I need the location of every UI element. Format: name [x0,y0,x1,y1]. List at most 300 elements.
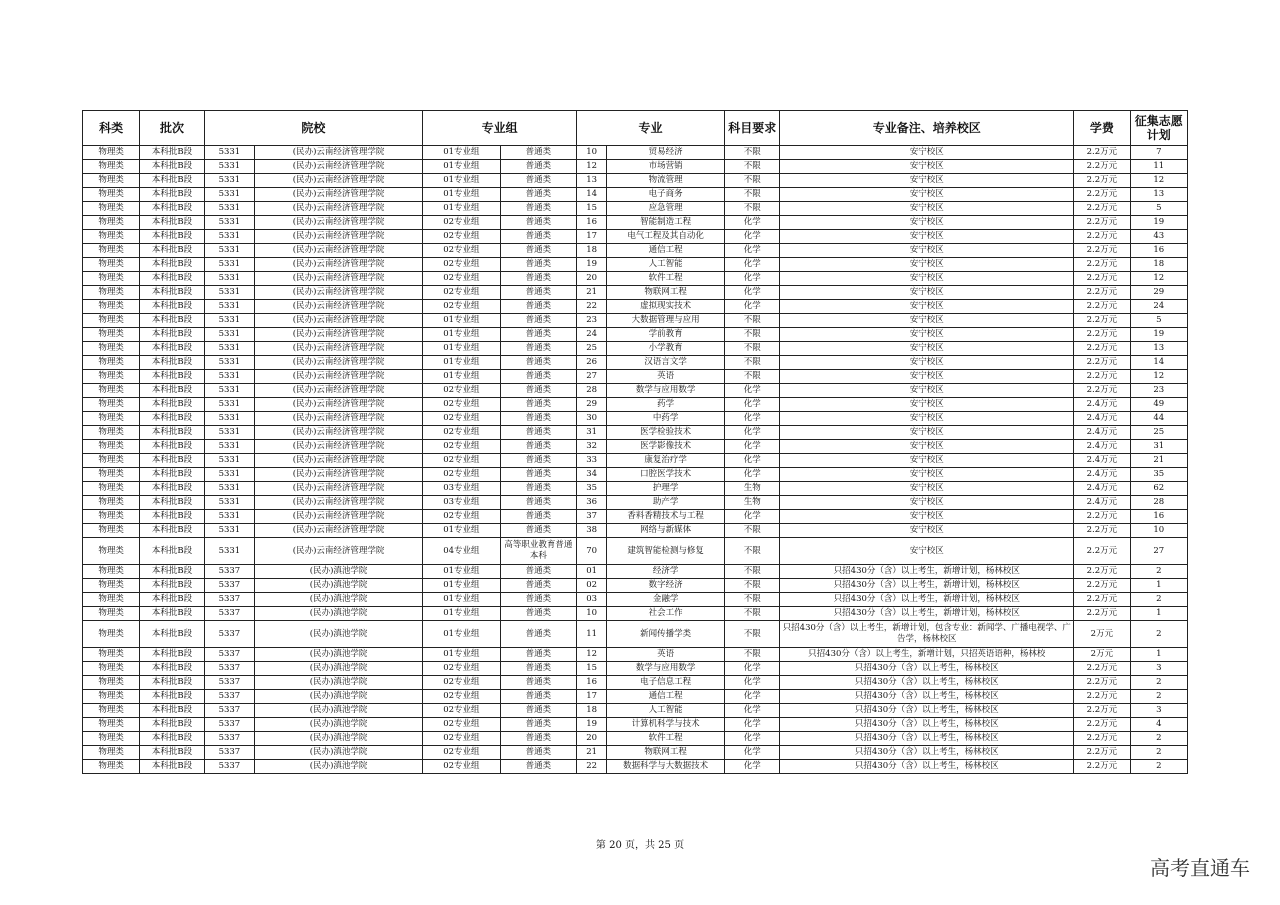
table-row [83,384,1188,398]
cell-plan: 13 [1130,342,1187,356]
cell-major-code: 03 [577,593,607,607]
cell-batch: 本科批B段 [140,593,204,607]
cell-school-code: 5331 [204,370,254,384]
cell-major-name: 康复治疗学 [607,454,725,468]
cell-notes-campus: 只招430分（含）以上考生，新增计划，包含专业：新闻学、广播电视学、广告学，杨林校区 [780,621,1074,648]
cell-subject-requirement: 不限 [725,370,780,384]
cell-notes-campus: 只招430分（含）以上考生，新增计划，只招英语语种，杨林校 [780,648,1074,662]
cell-subject-requirement: 化学 [725,244,780,258]
cell-category: 物理类 [83,398,140,412]
cell-group-type: 普通类 [500,426,576,440]
cell-group: 02专业组 [423,746,500,760]
cell-tuition: 2.4万元 [1074,468,1130,482]
cell-group-type: 普通类 [500,286,576,300]
cell-school-code: 5337 [204,718,254,732]
cell-school-name: (民办)滇池学院 [255,718,423,732]
cell-group-type: 普通类 [500,230,576,244]
cell-plan: 5 [1130,314,1187,328]
cell-major-name: 小学教育 [607,342,725,356]
cell-major-name: 应急管理 [607,202,725,216]
cell-school-code: 5331 [204,174,254,188]
cell-batch: 本科批B段 [140,188,204,202]
cell-plan: 31 [1130,440,1187,454]
cell-group-type: 普通类 [500,732,576,746]
cell-group-type: 普通类 [500,258,576,272]
cell-school-name: (民办)滇池学院 [255,621,423,648]
cell-tuition: 2.4万元 [1074,426,1130,440]
cell-batch: 本科批B段 [140,356,204,370]
cell-batch: 本科批B段 [140,314,204,328]
cell-category: 物理类 [83,621,140,648]
cell-major-code: 19 [577,718,607,732]
cell-batch: 本科批B段 [140,426,204,440]
cell-subject-requirement: 不限 [725,593,780,607]
cell-school-name: (民办)云南经济管理学院 [255,384,423,398]
cell-school-name: (民办)云南经济管理学院 [255,398,423,412]
cell-category: 物理类 [83,174,140,188]
cell-notes-campus: 安宁校区 [780,272,1074,286]
cell-subject-requirement: 不限 [725,314,780,328]
cell-group-type: 普通类 [500,356,576,370]
cell-major-name: 人工智能 [607,704,725,718]
cell-notes-campus: 安宁校区 [780,216,1074,230]
cell-tuition: 2.2万元 [1074,760,1130,774]
cell-category: 物理类 [83,426,140,440]
cell-group-type: 普通类 [500,579,576,593]
cell-plan: 16 [1130,510,1187,524]
cell-plan: 16 [1130,244,1187,258]
cell-school-name: (民办)滇池学院 [255,704,423,718]
table-row [83,593,1188,607]
cell-major-code: 15 [577,202,607,216]
cell-group-type: 普通类 [500,510,576,524]
cell-group: 02专业组 [423,732,500,746]
cell-notes-campus: 安宁校区 [780,468,1074,482]
cell-major-name: 医学检验技术 [607,426,725,440]
cell-group-type: 普通类 [500,160,576,174]
cell-group: 01专业组 [423,593,500,607]
cell-group-type: 普通类 [500,621,576,648]
cell-group: 01专业组 [423,370,500,384]
cell-category: 物理类 [83,216,140,230]
cell-plan: 1 [1130,579,1187,593]
cell-school-code: 5337 [204,746,254,760]
cell-major-code: 23 [577,314,607,328]
cell-batch: 本科批B段 [140,216,204,230]
cell-school-name: (民办)云南经济管理学院 [255,300,423,314]
cell-school-name: (民办)滇池学院 [255,676,423,690]
cell-notes-campus: 只招430分（含）以上考生，杨林校区 [780,690,1074,704]
cell-notes-campus: 安宁校区 [780,398,1074,412]
table-row [83,146,1188,160]
cell-major-name: 电气工程及其自动化 [607,230,725,244]
enrollment-table [82,110,1188,774]
table-row [83,746,1188,760]
cell-batch: 本科批B段 [140,230,204,244]
cell-school-code: 5331 [204,216,254,230]
cell-notes-campus: 安宁校区 [780,510,1074,524]
cell-subject-requirement: 不限 [725,174,780,188]
cell-category: 物理类 [83,524,140,538]
table-row [83,174,1188,188]
cell-group-type: 普通类 [500,202,576,216]
cell-category: 物理类 [83,370,140,384]
cell-batch: 本科批B段 [140,760,204,774]
cell-tuition: 2.2万元 [1074,314,1130,328]
cell-group-type: 普通类 [500,314,576,328]
cell-category: 物理类 [83,286,140,300]
cell-batch: 本科批B段 [140,579,204,593]
cell-subject-requirement: 不限 [725,524,780,538]
cell-group-type: 普通类 [500,760,576,774]
table-row [83,704,1188,718]
table-row [83,244,1188,258]
cell-tuition: 2.2万元 [1074,174,1130,188]
cell-group: 01专业组 [423,648,500,662]
cell-major-code: 25 [577,342,607,356]
cell-batch: 本科批B段 [140,565,204,579]
cell-school-code: 5331 [204,538,254,565]
cell-tuition: 2.2万元 [1074,510,1130,524]
cell-tuition: 2.2万元 [1074,300,1130,314]
cell-batch: 本科批B段 [140,328,204,342]
cell-subject-requirement: 化学 [725,468,780,482]
cell-category: 物理类 [83,510,140,524]
cell-school-name: (民办)滇池学院 [255,690,423,704]
cell-subject-requirement: 化学 [725,704,780,718]
cell-tuition: 2万元 [1074,621,1130,648]
cell-major-name: 物联网工程 [607,286,725,300]
cell-group: 02专业组 [423,398,500,412]
cell-major-name: 电子信息工程 [607,676,725,690]
cell-school-name: (民办)云南经济管理学院 [255,160,423,174]
cell-school-code: 5331 [204,454,254,468]
cell-plan: 12 [1130,370,1187,384]
cell-school-name: (民办)滇池学院 [255,662,423,676]
cell-batch: 本科批B段 [140,258,204,272]
cell-major-name: 助产学 [607,496,725,510]
cell-major-code: 12 [577,648,607,662]
cell-subject-requirement: 生物 [725,482,780,496]
cell-category: 物理类 [83,676,140,690]
cell-school-name: (民办)滇池学院 [255,565,423,579]
cell-major-name: 口腔医学技术 [607,468,725,482]
table-row [83,440,1188,454]
cell-subject-requirement: 化学 [725,760,780,774]
cell-school-name: (民办)云南经济管理学院 [255,468,423,482]
cell-tuition: 2.4万元 [1074,412,1130,426]
cell-school-code: 5337 [204,648,254,662]
cell-category: 物理类 [83,412,140,426]
cell-major-code: 29 [577,398,607,412]
cell-subject-requirement: 化学 [725,454,780,468]
cell-category: 物理类 [83,538,140,565]
table-row [83,760,1188,774]
cell-group: 04专业组 [423,538,500,565]
cell-category: 物理类 [83,314,140,328]
table-row [83,160,1188,174]
cell-plan: 2 [1130,565,1187,579]
cell-school-code: 5331 [204,300,254,314]
table-row [83,202,1188,216]
cell-batch: 本科批B段 [140,272,204,286]
cell-major-code: 24 [577,328,607,342]
cell-major-name: 人工智能 [607,258,725,272]
cell-batch: 本科批B段 [140,384,204,398]
cell-subject-requirement: 化学 [725,426,780,440]
cell-major-name: 物联网工程 [607,746,725,760]
cell-plan: 2 [1130,593,1187,607]
cell-notes-campus: 安宁校区 [780,202,1074,216]
cell-plan: 23 [1130,384,1187,398]
cell-group-type: 普通类 [500,412,576,426]
table-row [83,272,1188,286]
cell-school-name: (民办)云南经济管理学院 [255,538,423,565]
cell-subject-requirement: 不限 [725,538,780,565]
cell-tuition: 2.2万元 [1074,146,1130,160]
cell-tuition: 2.2万元 [1074,342,1130,356]
cell-school-code: 5331 [204,426,254,440]
table-row [83,482,1188,496]
cell-school-name: (民办)滇池学院 [255,579,423,593]
table-row [83,328,1188,342]
cell-tuition: 2.2万元 [1074,704,1130,718]
cell-plan: 44 [1130,412,1187,426]
cell-group-type: 普通类 [500,454,576,468]
cell-plan: 24 [1130,300,1187,314]
cell-batch: 本科批B段 [140,732,204,746]
cell-major-code: 31 [577,426,607,440]
table-row [83,676,1188,690]
cell-major-code: 02 [577,579,607,593]
cell-subject-requirement: 化学 [725,258,780,272]
cell-school-code: 5331 [204,398,254,412]
cell-major-name: 大数据管理与应用 [607,314,725,328]
cell-school-name: (民办)云南经济管理学院 [255,258,423,272]
cell-group: 02专业组 [423,230,500,244]
cell-school-name: (民办)云南经济管理学院 [255,482,423,496]
header-group: 专业组 [423,111,577,146]
cell-category: 物理类 [83,160,140,174]
cell-plan: 25 [1130,426,1187,440]
cell-group-type: 普通类 [500,216,576,230]
cell-notes-campus: 只招430分（含）以上考生，新增计划，杨林校区 [780,565,1074,579]
cell-major-code: 19 [577,258,607,272]
cell-major-name: 智能制造工程 [607,216,725,230]
table-row [83,524,1188,538]
cell-group-type: 普通类 [500,300,576,314]
cell-plan: 3 [1130,662,1187,676]
cell-major-name: 计算机科学与技术 [607,718,725,732]
cell-group: 01专业组 [423,160,500,174]
cell-group: 02专业组 [423,704,500,718]
cell-batch: 本科批B段 [140,648,204,662]
cell-subject-requirement: 不限 [725,621,780,648]
cell-group: 02专业组 [423,454,500,468]
cell-subject-requirement: 化学 [725,216,780,230]
cell-notes-campus: 只招430分（含）以上考生，杨林校区 [780,732,1074,746]
cell-plan: 12 [1130,174,1187,188]
cell-notes-campus: 安宁校区 [780,258,1074,272]
cell-category: 物理类 [83,718,140,732]
cell-school-code: 5337 [204,676,254,690]
cell-major-name: 贸易经济 [607,146,725,160]
cell-major-code: 36 [577,496,607,510]
cell-batch: 本科批B段 [140,244,204,258]
cell-category: 物理类 [83,704,140,718]
cell-group-type: 普通类 [500,440,576,454]
cell-major-name: 软件工程 [607,732,725,746]
cell-school-code: 5331 [204,244,254,258]
cell-group-type: 普通类 [500,496,576,510]
cell-major-name: 新闻传播学类 [607,621,725,648]
cell-group: 03专业组 [423,482,500,496]
cell-tuition: 2.2万元 [1074,746,1130,760]
cell-tuition: 2.2万元 [1074,607,1130,621]
cell-school-name: (民办)云南经济管理学院 [255,188,423,202]
cell-school-name: (民办)云南经济管理学院 [255,146,423,160]
cell-batch: 本科批B段 [140,607,204,621]
cell-category: 物理类 [83,482,140,496]
cell-tuition: 2万元 [1074,648,1130,662]
cell-tuition: 2.2万元 [1074,524,1130,538]
cell-subject-requirement: 化学 [725,676,780,690]
cell-plan: 12 [1130,272,1187,286]
cell-school-name: (民办)云南经济管理学院 [255,454,423,468]
cell-major-code: 18 [577,244,607,258]
cell-major-name: 英语 [607,648,725,662]
cell-major-name: 中药学 [607,412,725,426]
cell-group-type: 普通类 [500,662,576,676]
cell-category: 物理类 [83,468,140,482]
cell-subject-requirement: 化学 [725,746,780,760]
cell-subject-requirement: 化学 [725,300,780,314]
cell-plan: 29 [1130,286,1187,300]
cell-school-code: 5331 [204,412,254,426]
cell-category: 物理类 [83,607,140,621]
cell-group-type: 普通类 [500,704,576,718]
cell-batch: 本科批B段 [140,412,204,426]
cell-school-name: (民办)滇池学院 [255,760,423,774]
watermark: 高考直通车 [1150,856,1250,880]
cell-major-code: 37 [577,510,607,524]
cell-batch: 本科批B段 [140,398,204,412]
cell-category: 物理类 [83,565,140,579]
cell-tuition: 2.2万元 [1074,202,1130,216]
cell-plan: 2 [1130,760,1187,774]
cell-major-name: 金融学 [607,593,725,607]
cell-notes-campus: 安宁校区 [780,454,1074,468]
cell-school-code: 5331 [204,342,254,356]
cell-school-name: (民办)云南经济管理学院 [255,496,423,510]
cell-subject-requirement: 不限 [725,648,780,662]
cell-subject-requirement: 化学 [725,662,780,676]
cell-plan: 4 [1130,718,1187,732]
cell-school-code: 5337 [204,621,254,648]
cell-notes-campus: 安宁校区 [780,342,1074,356]
cell-plan: 2 [1130,690,1187,704]
cell-batch: 本科批B段 [140,690,204,704]
cell-category: 物理类 [83,662,140,676]
cell-school-code: 5331 [204,160,254,174]
cell-category: 物理类 [83,342,140,356]
cell-subject-requirement: 化学 [725,440,780,454]
cell-tuition: 2.4万元 [1074,440,1130,454]
cell-major-name: 药学 [607,398,725,412]
cell-category: 物理类 [83,300,140,314]
cell-major-name: 社会工作 [607,607,725,621]
cell-school-code: 5331 [204,384,254,398]
cell-school-code: 5337 [204,704,254,718]
cell-group-type: 普通类 [500,146,576,160]
cell-plan: 11 [1130,160,1187,174]
cell-group: 01专业组 [423,314,500,328]
table-row [83,662,1188,676]
cell-tuition: 2.2万元 [1074,718,1130,732]
cell-group: 03专业组 [423,496,500,510]
table-row [83,398,1188,412]
cell-plan: 5 [1130,202,1187,216]
cell-group: 02专业组 [423,690,500,704]
cell-school-name: (民办)滇池学院 [255,648,423,662]
cell-major-code: 22 [577,300,607,314]
table-row [83,579,1188,593]
header-batch: 批次 [140,111,204,146]
cell-major-name: 网络与新媒体 [607,524,725,538]
cell-major-name: 数字经济 [607,579,725,593]
cell-notes-campus: 只招430分（含）以上考生，杨林校区 [780,760,1074,774]
cell-batch: 本科批B段 [140,621,204,648]
cell-major-code: 16 [577,216,607,230]
cell-major-name: 市场营销 [607,160,725,174]
header-notes-campus: 专业备注、培养校区 [780,111,1074,146]
cell-group: 01专业组 [423,202,500,216]
cell-major-name: 虚拟现实技术 [607,300,725,314]
cell-plan: 1 [1130,648,1187,662]
cell-category: 物理类 [83,760,140,774]
cell-category: 物理类 [83,244,140,258]
cell-batch: 本科批B段 [140,286,204,300]
cell-notes-campus: 安宁校区 [780,496,1074,510]
cell-group-type: 普通类 [500,593,576,607]
cell-school-name: (民办)云南经济管理学院 [255,440,423,454]
cell-batch: 本科批B段 [140,174,204,188]
page-number: 第 20 页，共 25 页 [595,840,685,851]
cell-major-name: 学前教育 [607,328,725,342]
cell-batch: 本科批B段 [140,482,204,496]
cell-plan: 2 [1130,621,1187,648]
cell-school-name: (民办)云南经济管理学院 [255,412,423,426]
cell-school-name: (民办)云南经济管理学院 [255,202,423,216]
cell-school-code: 5337 [204,760,254,774]
cell-batch: 本科批B段 [140,454,204,468]
cell-subject-requirement: 不限 [725,146,780,160]
cell-category: 物理类 [83,356,140,370]
cell-group-type: 普通类 [500,384,576,398]
cell-school-name: (民办)云南经济管理学院 [255,244,423,258]
cell-group: 01专业组 [423,188,500,202]
cell-plan: 13 [1130,188,1187,202]
cell-school-code: 5337 [204,662,254,676]
cell-tuition: 2.2万元 [1074,593,1130,607]
header-major: 专业 [577,111,725,146]
cell-plan: 35 [1130,468,1187,482]
cell-subject-requirement: 化学 [725,384,780,398]
cell-group: 02专业组 [423,244,500,258]
header-subject-requirement: 科目要求 [725,111,780,146]
cell-subject-requirement: 不限 [725,188,780,202]
cell-notes-campus: 安宁校区 [780,244,1074,258]
